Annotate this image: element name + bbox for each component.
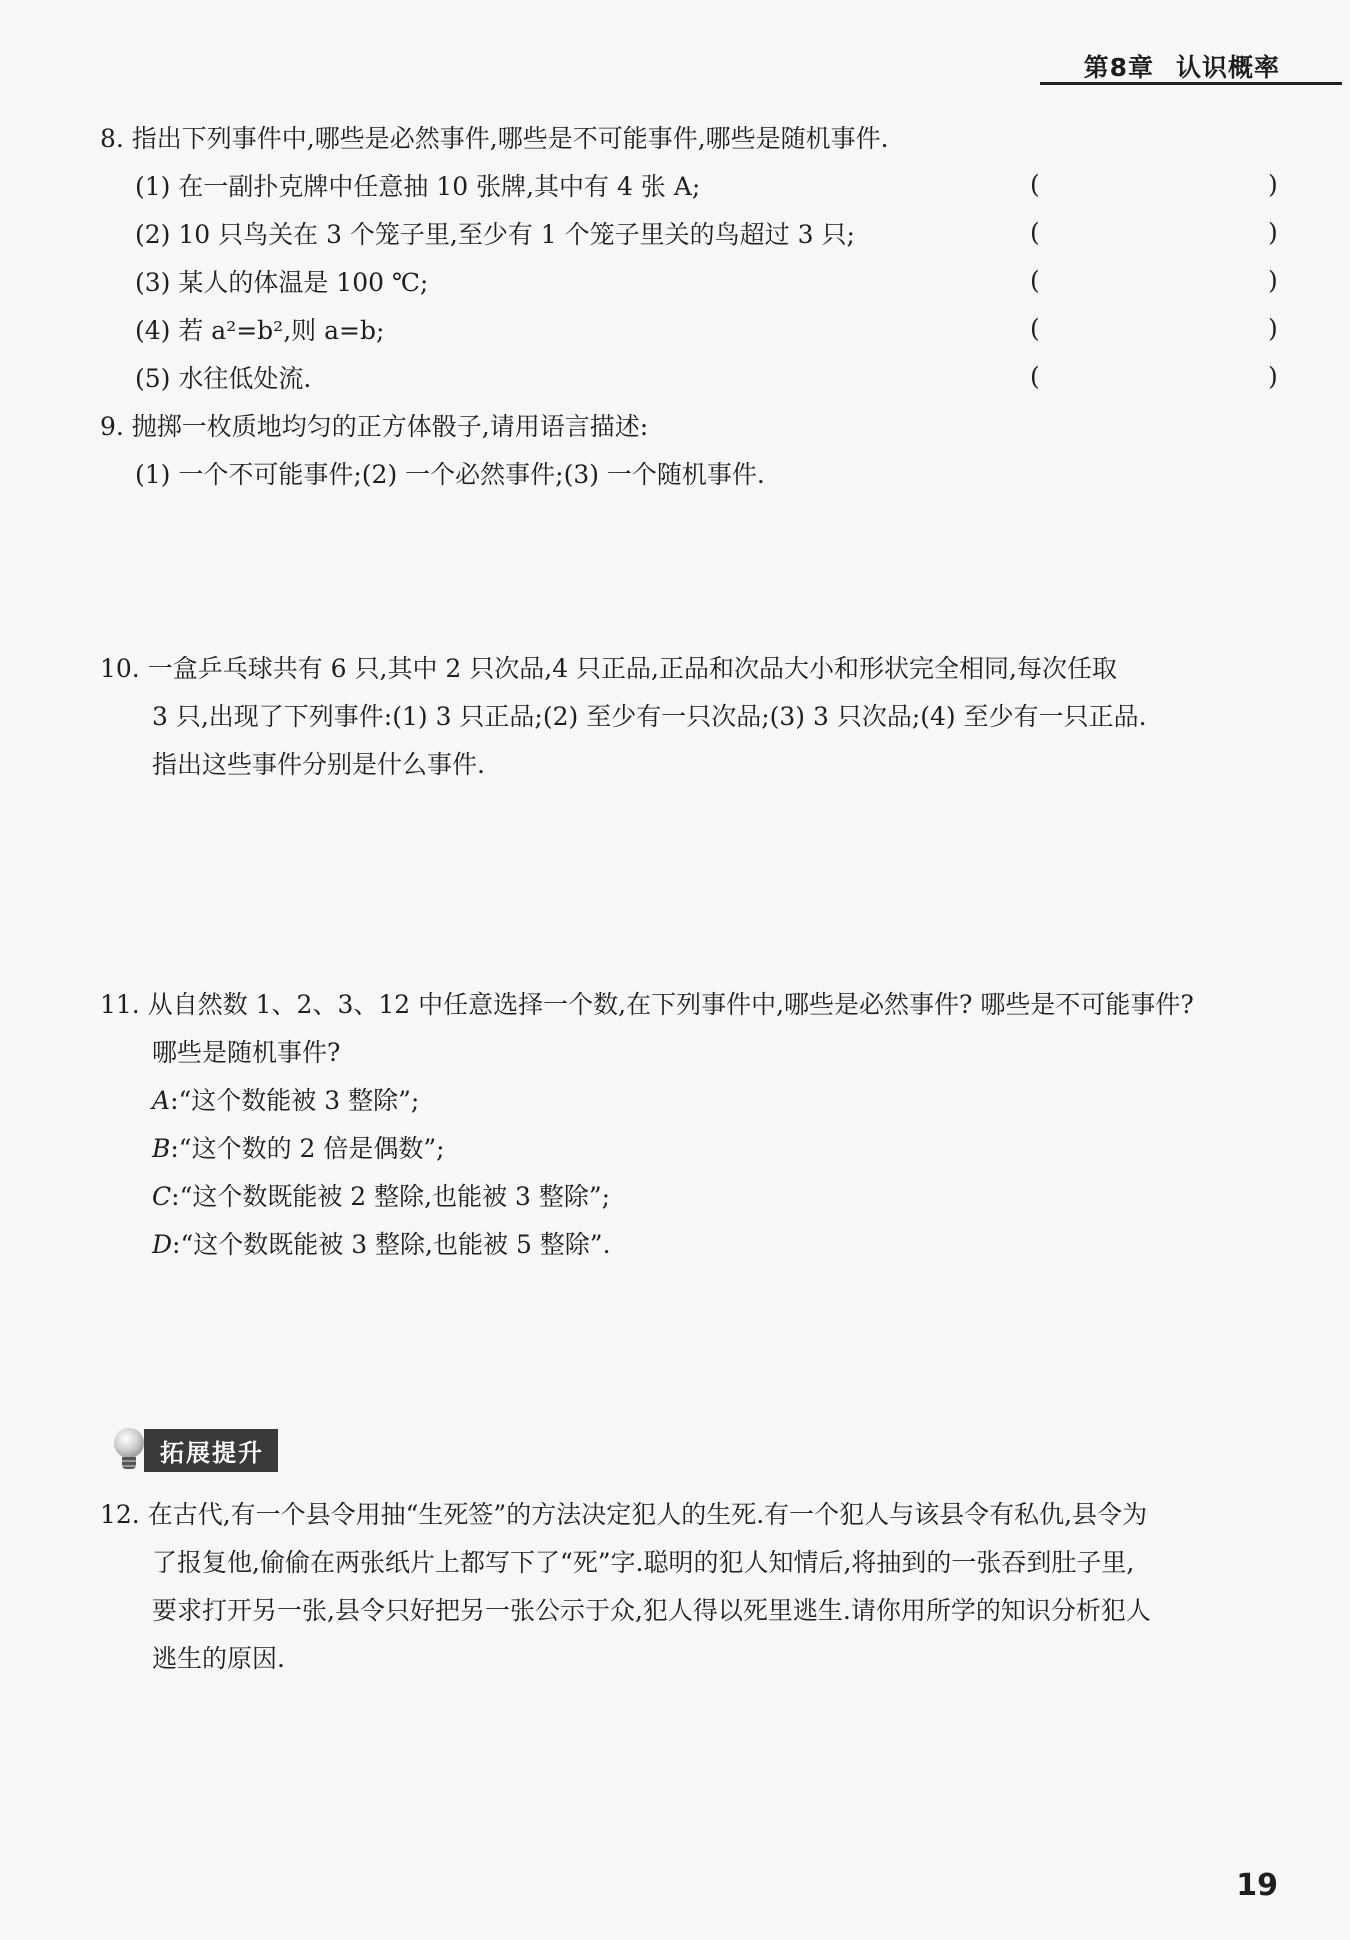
q9-parts: (1) 一个不可能事件;(2) 一个必然事件;(3) 一个随机事件.	[135, 460, 765, 489]
q11-event-c	[152, 1180, 610, 1214]
section-badge	[110, 1428, 278, 1472]
q9-stem: 9. 抛掷一枚质地均匀的正方体骰子,请用语言描述:	[100, 412, 649, 441]
answer-paren-close: )	[1268, 314, 1278, 343]
answer-paren-close: )	[1268, 170, 1278, 199]
q8-item-4: (4) 若 a²=b²,则 a=b;	[135, 316, 385, 345]
q8-stem: 8. 指出下列事件中,哪些是必然事件,哪些是不可能事件,哪些是随机事件.	[100, 124, 889, 153]
event-label: D	[152, 1230, 173, 1259]
event-text: :“这个数既能被 2 整除,也能被 3 整除”;	[171, 1182, 611, 1211]
event-label: A	[152, 1086, 171, 1115]
answer-paren-open: (	[1030, 362, 1040, 391]
q8-item-1: (1) 在一副扑克牌中任意抽 10 张牌,其中有 4 张 A;	[135, 172, 701, 201]
answer-paren-open: (	[1030, 266, 1040, 295]
q12-line-3: 要求打开另一张,县令只好把另一张公示于众,犯人得以死里逃生.请你用所学的知识分析犯人	[152, 1596, 1151, 1625]
q12-line-4: 逃生的原因.	[152, 1644, 285, 1673]
header-rule	[1040, 82, 1342, 85]
event-text: :“这个数既能被 3 整除,也能被 5 整除”.	[172, 1230, 611, 1259]
q11-line-2: 哪些是随机事件?	[152, 1038, 341, 1067]
q10-line-3: 指出这些事件分别是什么事件.	[152, 750, 485, 779]
section-title: 拓展提升	[144, 1429, 278, 1472]
chapter-number: 第8章	[1083, 53, 1154, 82]
answer-paren-open: (	[1030, 170, 1040, 199]
q12-line-2: 了报复他,偷偷在两张纸片上都写下了“死”字.聪明的犯人知情后,将抽到的一张吞到肚子里,	[152, 1548, 1135, 1577]
q8-item-5: (5) 水往低处流.	[135, 364, 312, 393]
answer-paren-close: )	[1268, 218, 1278, 247]
answer-paren-open: (	[1030, 218, 1040, 247]
q12-line-1: 12. 在古代,有一个县令用抽“生死签”的方法决定犯人的生死.有一个犯人与该县令有私仇,县令为	[100, 1500, 1148, 1529]
q10-line-2: 3 只,出现了下列事件:(1) 3 只正品;(2) 至少有一只次品;(3) 3 只次品;(4) 至少有一只正品.	[152, 702, 1147, 731]
lightbulb-icon	[110, 1428, 150, 1472]
q11-line-1: 11. 从自然数 1、2、3、12 中任意选择一个数,在下列事件中,哪些是必然事件? 哪些是不可能事件?	[100, 990, 1194, 1019]
q10-line-1: 10. 一盒乒乓球共有 6 只,其中 2 只次品,4 只正品,正品和次品大小和形状完全相同,每次任取	[100, 654, 1117, 683]
q11-event-d	[152, 1228, 611, 1262]
running-header	[1084, 48, 1280, 84]
event-label: C	[152, 1182, 172, 1211]
q11-event-b	[152, 1132, 445, 1166]
q11-event-a	[152, 1084, 419, 1118]
answer-paren-open: (	[1030, 314, 1040, 343]
page-number: 19	[1236, 1868, 1278, 1903]
q8-item-3: (3) 某人的体温是 100 ℃;	[135, 268, 429, 297]
answer-paren-close: )	[1268, 362, 1278, 391]
q8-item-2: (2) 10 只鸟关在 3 个笼子里,至少有 1 个笼子里关的鸟超过 3 只;	[135, 220, 855, 249]
event-label: B	[152, 1134, 171, 1163]
chapter-title: 认识概率	[1175, 53, 1280, 82]
event-text: :“这个数能被 3 整除”;	[170, 1086, 420, 1115]
answer-paren-close: )	[1268, 266, 1278, 295]
event-text: :“这个数的 2 倍是偶数”;	[170, 1134, 445, 1163]
